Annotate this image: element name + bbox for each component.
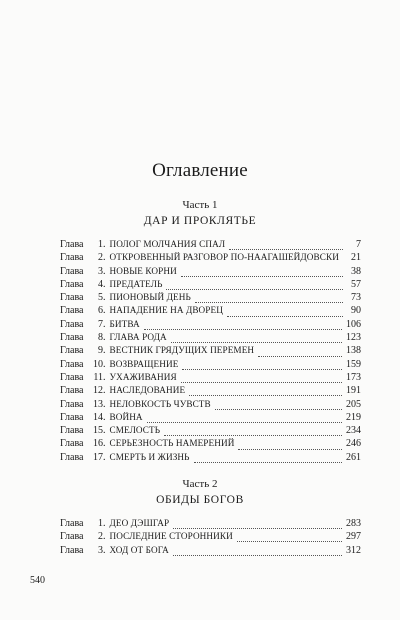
chapter-word: Глава: [60, 332, 84, 344]
chapter-number: 7.: [98, 318, 106, 330]
chapter-title: ПОСЛЕДНИЕ СТОРОННИКИ: [109, 531, 233, 542]
chapter-title: НАСЛЕДОВАНИЕ: [109, 385, 186, 396]
chapter-page: 138: [346, 345, 361, 357]
chapter-page: 38: [351, 265, 361, 277]
chapter-word: Глава: [60, 531, 84, 543]
chapter-word: Глава: [60, 385, 84, 397]
chapter-page: 205: [346, 398, 361, 410]
dot-leader: [229, 241, 343, 250]
toc-entry[interactable]: [60, 544, 361, 557]
chapter-number: 13.: [93, 398, 106, 410]
toc-entry[interactable]: [60, 278, 361, 291]
chapter-page: 159: [346, 358, 361, 370]
toc-entry[interactable]: [60, 344, 361, 357]
chapter-number: 2.: [98, 252, 106, 264]
chapter-number: 8.: [98, 332, 106, 344]
chapter-title: СМЕЛОСТЬ: [109, 425, 161, 436]
dot-leader: [166, 281, 343, 290]
chapter-page: 283: [346, 518, 361, 529]
chapter-word: Глава: [60, 292, 84, 304]
chapter-page: 297: [346, 531, 361, 543]
dot-leader: [258, 348, 342, 357]
toc-entry[interactable]: [60, 318, 361, 331]
chapter-word: Глава: [60, 451, 84, 463]
chapter-page: 234: [346, 425, 361, 437]
dot-leader: [195, 294, 343, 303]
chapter-number: 3.: [98, 544, 106, 556]
chapter-number: 17.: [93, 451, 106, 463]
dot-leader: [164, 427, 342, 436]
chapter-number: 9.: [98, 345, 106, 357]
chapter-word: Глава: [60, 318, 84, 330]
chapter-title: ВОЙНА: [109, 411, 143, 422]
chapter-number: 3.: [98, 265, 106, 277]
chapter-number: 4.: [98, 278, 106, 290]
chapter-title: ПОЛОГ МОЛЧАНИЯ СПАЛ: [109, 239, 226, 249]
chapter-word: Глава: [60, 265, 84, 277]
chapter-word: Глава: [60, 544, 84, 556]
chapter-title: ВОЗВРАЩЕНИЕ: [109, 358, 179, 369]
chapter-page: 123: [346, 332, 361, 344]
chapter-word: Глава: [60, 239, 84, 250]
chapter-page: 191: [346, 385, 361, 397]
chapter-page: 261: [346, 451, 361, 463]
chapter-title: БИТВА: [109, 318, 140, 329]
chapter-word: Глава: [60, 252, 84, 264]
chapter-page: 246: [346, 438, 361, 450]
dot-leader: [147, 414, 342, 423]
chapter-page: 90: [351, 305, 361, 317]
chapter-word: Глава: [60, 305, 84, 317]
toc-entry[interactable]: [60, 238, 361, 251]
chapter-word: Глава: [60, 371, 84, 383]
chapter-page: 173: [346, 371, 361, 383]
chapter-number: 2.: [98, 531, 106, 543]
chapter-title: СЕРЬЕЗНОСТЬ НАМЕРЕНИЙ: [109, 438, 235, 449]
part-2-chapter-list: [60, 517, 361, 557]
dot-leader: [237, 533, 342, 542]
toc-entry[interactable]: [60, 398, 361, 411]
toc-entry[interactable]: [60, 384, 361, 397]
dot-leader: [182, 361, 342, 370]
chapter-page: 57: [351, 278, 361, 290]
chapter-number: 1.: [98, 239, 106, 250]
chapter-number: 6.: [98, 305, 106, 317]
chapter-word: Глава: [60, 398, 84, 410]
chapter-number: 14.: [93, 411, 106, 423]
chapter-title: ГЛАВА РОДА: [109, 332, 167, 343]
chapter-number: 11.: [93, 371, 106, 383]
dot-leader: [215, 401, 342, 410]
part-1-chapter-list: [60, 238, 361, 464]
chapter-page: 312: [346, 544, 361, 556]
dot-leader: [227, 308, 343, 317]
chapter-word: Глава: [60, 411, 84, 423]
toc-entry[interactable]: [60, 437, 361, 450]
toc-entry[interactable]: [60, 265, 361, 278]
chapter-word: Глава: [60, 358, 84, 370]
chapter-word: Глава: [60, 518, 84, 529]
chapter-title: ПРЕДАТЕЛЬ: [109, 278, 163, 289]
toc-entry[interactable]: [60, 530, 361, 543]
chapter-page: 106: [346, 318, 361, 330]
chapter-number: 5.: [98, 292, 106, 304]
part-2-label: Часть 2: [182, 478, 218, 490]
chapter-page: 73: [351, 292, 361, 304]
dot-leader: [173, 547, 342, 556]
part-2-name: ОБИДЫ БОГОВ: [156, 494, 244, 506]
chapter-word: Глава: [60, 278, 84, 290]
chapter-page: 219: [346, 411, 361, 423]
toc-entry[interactable]: [60, 358, 361, 371]
toc-entry[interactable]: [60, 411, 361, 424]
chapter-title: НАПАДЕНИЕ НА ДВОРЕЦ: [109, 305, 223, 316]
page-title: Оглавление: [152, 160, 248, 181]
chapter-title: ДЕО ДЭШГАР: [109, 518, 170, 528]
chapter-page: 21: [351, 252, 361, 264]
dot-leader: [194, 454, 342, 463]
chapter-title: ХОД ОТ БОГА: [109, 544, 169, 555]
part-1-label: Часть 1: [182, 199, 218, 211]
chapter-number: 16.: [93, 438, 106, 450]
dot-leader: [189, 387, 342, 396]
toc-entry[interactable]: [60, 424, 361, 437]
chapter-title: ОТКРОВЕННЫЙ РАЗГОВОР ПО-НААГАШЕЙДОВСКИ: [109, 252, 339, 263]
dot-leader: [144, 321, 342, 330]
chapter-title: ВЕСТНИК ГРЯДУЩИХ ПЕРЕМЕН: [109, 345, 255, 356]
toc-entry[interactable]: [60, 291, 361, 304]
chapter-title: НЕЛОВКОСТЬ ЧУВСТВ: [109, 398, 211, 409]
toc-entry[interactable]: [60, 371, 361, 384]
chapter-number: 15.: [93, 425, 106, 437]
dot-leader: [238, 441, 342, 450]
part-1-name: ДАР И ПРОКЛЯТЬЕ: [143, 215, 257, 227]
chapter-word: Глава: [60, 438, 84, 450]
chapter-title: ПИОНОВЫЙ ДЕНЬ: [109, 292, 191, 303]
chapter-number: 12.: [93, 385, 106, 397]
toc-entry[interactable]: [60, 304, 361, 317]
toc-entry[interactable]: [60, 331, 361, 344]
toc-entry[interactable]: [60, 251, 361, 264]
chapter-title: НОВЫЕ КОРНИ: [109, 265, 177, 276]
toc-entry[interactable]: [60, 451, 361, 464]
dot-leader: [171, 334, 342, 343]
chapter-number: 10.: [93, 358, 106, 370]
toc-entry[interactable]: [60, 517, 361, 530]
dot-leader: [173, 520, 342, 529]
chapter-title: СМЕРТЬ И ЖИЗНЬ: [109, 451, 190, 462]
chapter-word: Глава: [60, 345, 84, 357]
page-number: 540: [30, 575, 45, 586]
dot-leader: [181, 374, 342, 383]
chapter-word: Глава: [60, 425, 84, 437]
chapter-number: 1.: [98, 518, 106, 529]
dot-leader: [181, 268, 343, 277]
chapter-page: 7: [356, 239, 361, 250]
chapter-title: УХАЖИВАНИЯ: [109, 371, 177, 382]
